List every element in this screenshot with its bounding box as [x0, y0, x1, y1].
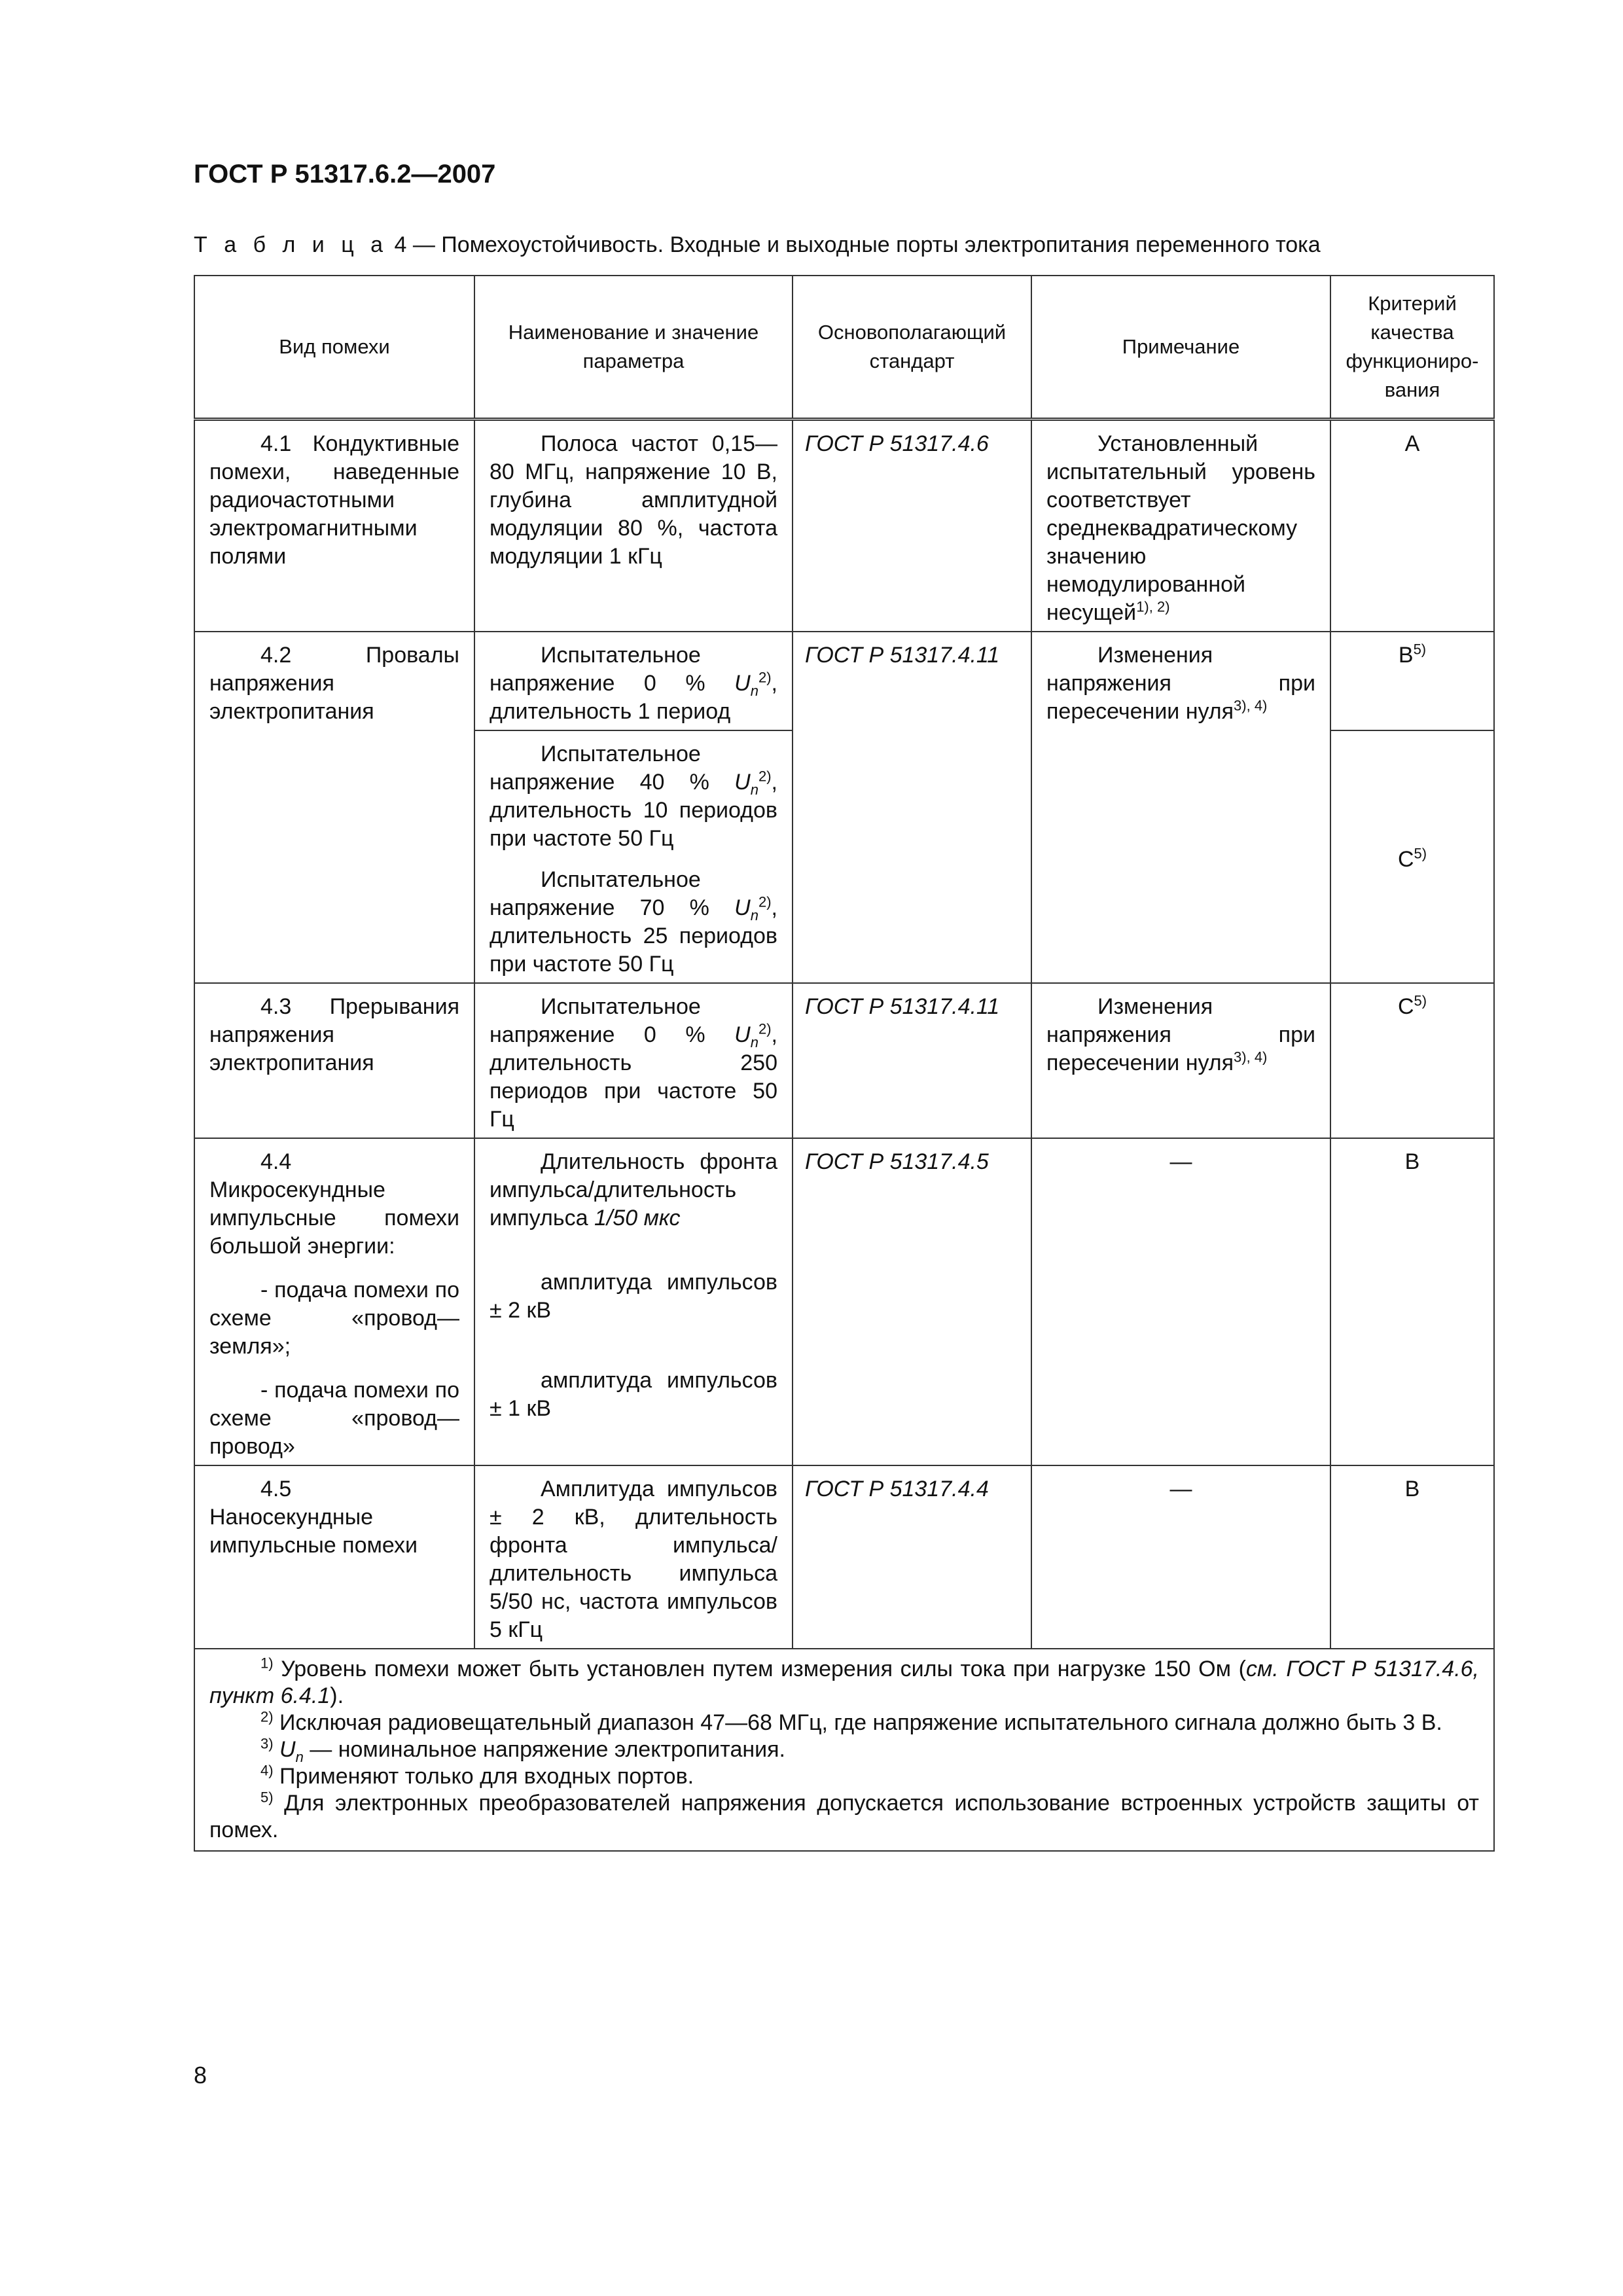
footnote-text: Уровень помехи может быть установлен путем измерения силы тока при нагрузке 150 Ом ( — [273, 1657, 1246, 1681]
document-title: ГОСТ Р 51317.6.2—2007 — [194, 160, 496, 188]
header-parameter: Наименование и значение параметра — [474, 276, 793, 420]
immunity-table — [194, 275, 1495, 1852]
footnote-mark: 5) — [260, 1789, 274, 1806]
param-text: Испытательное напряжение 0 % — [490, 643, 735, 696]
table-row — [194, 1138, 1494, 1465]
param-text: амплитуда импульсов ± 2 кВ — [490, 1270, 777, 1323]
caption-prefix: Т а б л и ц а — [194, 232, 389, 257]
header-criterion: Критерий качества функциониро-вания — [1330, 276, 1494, 420]
footnote-text: — номинальное напряжение электропитания. — [303, 1737, 785, 1762]
cell-standard: ГОСТ Р 51317.4.5 — [793, 1138, 1031, 1465]
footnote-ref: 3), 4) — [1234, 1049, 1268, 1066]
param-text: , длительность 1 период — [490, 671, 777, 724]
cell-standard: ГОСТ Р 51317.4.4 — [793, 1465, 1031, 1649]
footnote-ref: 1), 2) — [1136, 598, 1170, 615]
page-number: 8 — [194, 2062, 207, 2089]
cell-type: 4.3 Прерывания напряжения электропитания — [194, 983, 474, 1138]
footnote-5 — [209, 1790, 1479, 1844]
cell-type: 4.1 Кондуктивные помехи, наведенные радиочастотными электромагнитными полями — [194, 420, 474, 632]
header-note: Примечание — [1031, 276, 1330, 420]
cell-type: 4.2 Провалы напряжения электропитания — [194, 632, 474, 983]
cell-criterion — [1330, 983, 1494, 1138]
cell-param — [474, 632, 793, 730]
param-text: амплитуда импульсов ± 1 кВ — [490, 1368, 777, 1421]
footnote-text: ). — [330, 1683, 344, 1708]
note-text: Установленный испытательный уровень соответствует среднеквадратическому значению немодулированной несущей — [1046, 431, 1315, 625]
footnotes-cell — [194, 1649, 1494, 1851]
param-symbol: U — [734, 770, 751, 795]
footnote-ref: 5) — [1414, 845, 1427, 862]
footnote-ref: 2) — [758, 669, 772, 686]
cell-standard: ГОСТ Р 51317.4.11 — [793, 632, 1031, 983]
cell-param — [474, 983, 793, 1138]
param-text: Длительность фронта импульса/длительность импульса — [490, 1149, 777, 1230]
criterion-value: C — [1397, 994, 1414, 1019]
table-row — [194, 420, 1494, 632]
param-italic: 1/50 мкс — [594, 1206, 681, 1230]
footnote-4 — [209, 1763, 1479, 1790]
type-text: 4.4 Микросекундные импульсные помехи большой энергии: — [209, 1149, 459, 1259]
param-text: , длительность 250 периодов при частоте 50 Гц — [490, 1022, 777, 1132]
table-row — [194, 632, 1494, 730]
cell-type: 4.5 Наносекундные импульсные помехи — [194, 1465, 474, 1649]
note-text: Изменения напряжения при пересечении нуля — [1046, 994, 1315, 1075]
param-text: , длительность 10 периодов при частоте 50 Гц — [490, 770, 777, 851]
param-subscript: n — [750, 781, 758, 798]
cell-criterion — [1330, 632, 1494, 730]
cell-param: Амплитуда импульсов ± 2 кВ, длительность фронта импульса/длительность импульса 5/50 нс, частота импульсов 5 кГц — [474, 1465, 793, 1649]
cell-standard: ГОСТ Р 51317.4.11 — [793, 983, 1031, 1138]
cell-note — [1031, 420, 1330, 632]
footnote-ref: 3), 4) — [1234, 697, 1268, 714]
type-text: - подача помехи по схеме «провод—провод» — [209, 1378, 459, 1459]
footnote-1 — [209, 1656, 1479, 1710]
cell-note — [1031, 632, 1330, 983]
footnote-italic: см. ГОСТ Р 51317.4.6, пункт 6.4.1 — [209, 1657, 1479, 1708]
table-header-row — [194, 276, 1494, 420]
param-symbol: U — [734, 895, 751, 920]
cell-note — [1031, 983, 1330, 1138]
param-symbol: U — [734, 1022, 751, 1047]
footnote-ref: 2) — [758, 893, 772, 910]
header-standard: Основополагающий стандарт — [793, 276, 1031, 420]
footnote-ref: 2) — [758, 768, 772, 785]
cell-param: Полоса частот 0,15—80 МГц, напряжение 10 В, глубина амплитудной модуляции 80 %, частота модуляции 1 кГц — [474, 420, 793, 632]
cell-criterion — [1330, 730, 1494, 983]
footnote-mark: 2) — [260, 1708, 274, 1725]
footnote-mark: 4) — [260, 1762, 274, 1779]
cell-criterion: B — [1330, 1138, 1494, 1465]
footnote-symbol: U — [279, 1737, 296, 1762]
criterion-value: B — [1398, 643, 1414, 668]
header-disturbance-type: Вид помехи — [194, 276, 474, 420]
param-subscript: n — [750, 682, 758, 699]
param-text — [490, 1148, 777, 1232]
param-text: Испытательное напряжение 0 % — [490, 994, 735, 1047]
cell-criterion: B — [1330, 1465, 1494, 1649]
param-text: , длительность 25 периодов при частоте 50 Гц — [490, 895, 777, 977]
cell-param — [474, 1138, 793, 1465]
param-subscript: n — [750, 906, 758, 924]
type-text: - подача помехи по схеме «провод—земля»; — [209, 1278, 459, 1359]
criterion-value: C — [1397, 846, 1414, 872]
cell-note: — — [1031, 1138, 1330, 1465]
footnote-subscript: n — [295, 1748, 304, 1765]
footnote-mark: 3) — [260, 1735, 274, 1752]
cell-standard: ГОСТ Р 51317.4.6 — [793, 420, 1031, 632]
footnote-3 — [209, 1736, 1479, 1763]
note-text: Изменения напряжения при пересечении нуля — [1046, 643, 1315, 724]
footnote-mark: 1) — [260, 1655, 274, 1672]
footnote-text: Исключая радиовещательный диапазон 47—68 МГц, где напряжение испытательного сигнала должно быть 3 В. — [273, 1710, 1442, 1735]
footnote-text: Применяют только для входных портов. — [273, 1764, 694, 1789]
table-row — [194, 1465, 1494, 1649]
param-symbol: U — [734, 671, 751, 696]
cell-param — [474, 730, 793, 857]
cell-param — [474, 857, 793, 983]
footnotes-row — [194, 1649, 1494, 1851]
table-caption — [194, 232, 1321, 258]
footnote-text: Для электронных преобразователей напряжения допускается использование встроенных устройств защиты от помех. — [209, 1791, 1479, 1842]
footnote-ref: 5) — [1414, 992, 1427, 1009]
caption-text: 4 — Помехоустойчивость. Входные и выходные порты электропитания переменного тока — [388, 232, 1321, 257]
footnote-ref: 2) — [758, 1020, 772, 1037]
cell-criterion: A — [1330, 420, 1494, 632]
param-text: Испытательное напряжение 40 % — [490, 742, 735, 795]
footnote-ref: 5) — [1413, 641, 1427, 658]
table-row — [194, 983, 1494, 1138]
cell-note: — — [1031, 1465, 1330, 1649]
cell-type — [194, 1138, 474, 1465]
footnote-2 — [209, 1710, 1479, 1736]
param-text: Испытательное напряжение 70 % — [490, 867, 735, 920]
param-subscript: n — [750, 1033, 758, 1050]
